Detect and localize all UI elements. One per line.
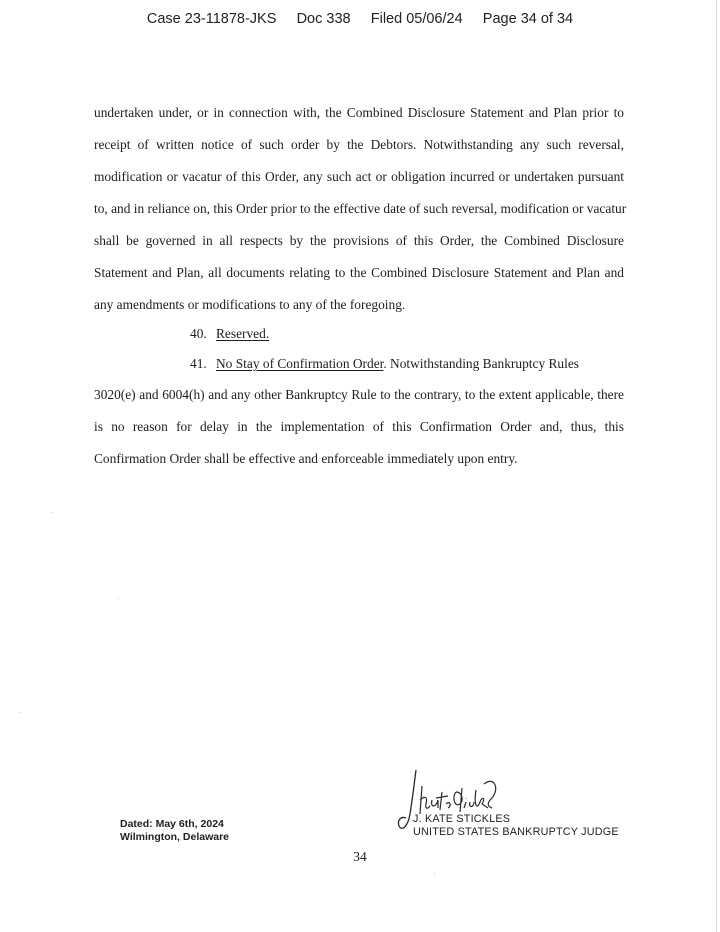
document-body xyxy=(94,0,627,932)
scan-speck xyxy=(118,598,119,599)
dated-line: Dated: May 6th, 2024 xyxy=(120,818,224,830)
scan-speck xyxy=(52,512,53,513)
page-indicator: Page 34 of 34 xyxy=(482,11,574,27)
paragraph-line: Confirmation Order shall be effective and enforceable immediately upon entry. xyxy=(94,451,518,466)
filed-date: Filed 05/06/24 xyxy=(370,11,463,27)
item-40-number: 40. xyxy=(190,326,207,341)
paragraph-line: to, and in reliance on, this Order prior to the effective date of such reversal, modification or vacatur xyxy=(94,201,627,216)
paragraph-line: 3020(e) and 6004(h) and any other Bankruptcy Rule to the contrary, to the extent applicable, there xyxy=(94,387,624,402)
item-41-first-line xyxy=(216,356,624,372)
case-number: Case 23-11878-JKS xyxy=(146,11,277,27)
page-number: 34 xyxy=(353,849,367,864)
judge-name: J. KATE STICKLES xyxy=(413,813,511,825)
paragraph-line: receipt of written notice of such order by the Debtors. Notwithstanding any such reversal, xyxy=(94,137,624,152)
paragraph-line: Statement and Plan, all documents relating to the Combined Disclosure Statement and Plan and xyxy=(94,265,624,280)
judge-title: UNITED STATES BANKRUPTCY JUDGE xyxy=(413,826,619,838)
scan-speck xyxy=(20,712,21,713)
dated-block xyxy=(120,818,229,844)
item-41-number: 41. xyxy=(190,356,207,371)
paragraph-line: undertaken under, or in connection with, the Combined Disclosure Statement and Plan prior to xyxy=(94,105,624,120)
scan-edge-line xyxy=(716,0,717,932)
item-40-heading: Reserved. xyxy=(216,326,270,341)
item-41-heading: No Stay of Confirmation Order xyxy=(216,356,384,371)
paragraph-line: any amendments or modifications to any of the foregoing. xyxy=(94,297,406,312)
item-41-first-line-rest: . Notwithstanding Bankruptcy Rules xyxy=(383,356,579,371)
location-line: Wilmington, Delaware xyxy=(120,831,230,843)
paragraph-line: is no reason for delay in the implementation of this Confirmation Order and, thus, this xyxy=(94,419,624,434)
doc-number: Doc 338 xyxy=(296,11,351,27)
item-41-heading-group xyxy=(216,356,579,372)
paragraph-line: modification or vacatur of this Order, any such act or obligation incurred or undertaken pursuant xyxy=(94,169,624,184)
scan-speck xyxy=(434,873,435,874)
paragraph-line: shall be governed in all respects by the provisions of this Order, the Combined Disclosure xyxy=(94,233,624,248)
judge-block xyxy=(413,813,619,839)
